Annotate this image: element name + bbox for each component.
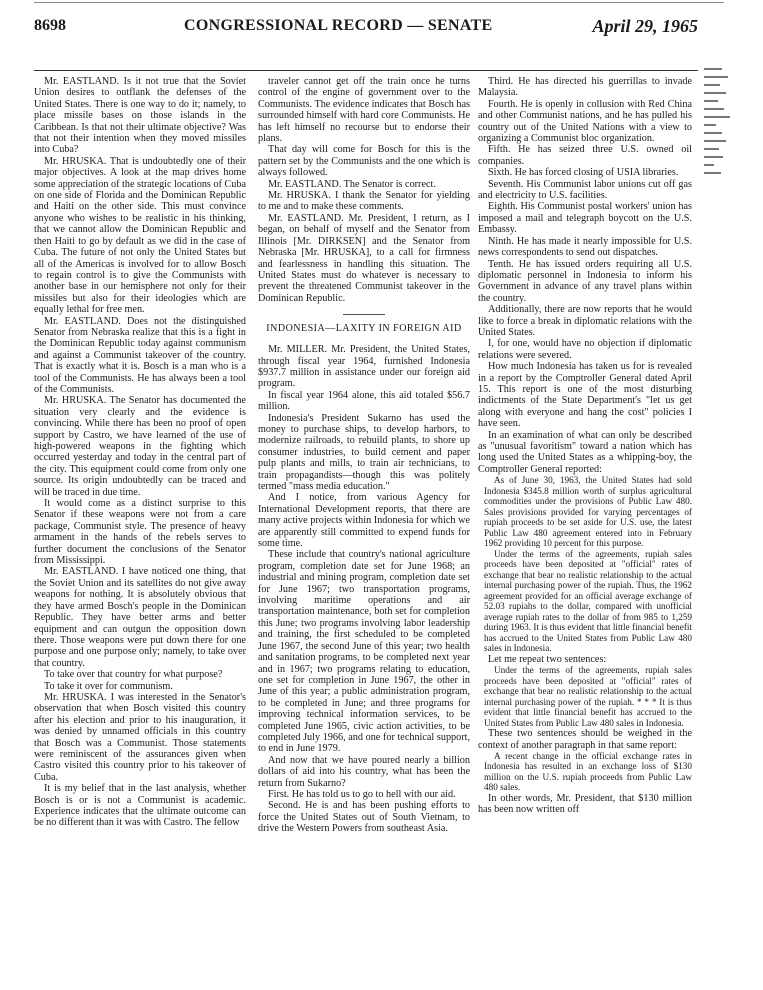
paragraph: Let me repeat two sentences:: [488, 653, 607, 665]
paragraph: In fiscal year 1964 alone, this aid totaled $56.7 million.: [258, 389, 470, 413]
paragraph: Mr. EASTLAND. Is it not true that the Soviet Union desires to outflank the defenses of the United States. There is one way to do it; namely, to place missile bases on those islands in the Caribbean. Is that not their ultimate objective? Was that not their intention when they moved missiles into Cuba?: [34, 76, 246, 156]
paragraph: And I notice, from various Agency for International Development reports, that there are many active projects within Indonesia for which we are apparently still committed to expend funds for some time.: [258, 492, 470, 550]
paragraph: Sixth. He has forced closing of USIA libraries.: [488, 167, 679, 179]
publication-date: April 29, 1965: [592, 16, 698, 36]
paragraph: traveler cannot get off the train once he turns control of the engine of government over to the Communists. The evidence indicates that Bosch has surrounded himself with hard core Communists. He has left himself no recourse but to endorse their plans.: [258, 76, 470, 145]
paragraph: I, for one, would have no objection if diplomatic relations were severed.: [478, 338, 692, 361]
paragraph: Second. He is and has been pushing efforts to force the United States out of South Vietnam, to drive the Western Powers from southeast Asia.: [258, 800, 470, 835]
quoted-excerpt: Under the terms of the agreements, rupiah sales proceeds have been deposited at "official" rates of exchange that bear no realistic relationship to the actual internal purchasing power of the rupiah. * * * It is thus evident that little financial benefit has accrued to the United States from Public Law 480 sales in Indonesia.: [484, 665, 692, 728]
top-rule: [34, 2, 724, 3]
column-1: [34, 76, 246, 982]
column-3: [478, 76, 692, 982]
header-rule: [34, 70, 698, 71]
paragraph: Ninth. He has made it nearly impossible for U.S. news correspondents to send out dispatches.: [478, 235, 692, 259]
paragraph: Mr. EASTLAND. I have noticed one thing, that the Soviet Union and its satellites do not give away weapons for nothing. It is absolutely obvious that they have armed Bosch's people in the Dominican Republic. They have better arms and better equipment and can outgun the opposition down there. Those weapons were put down there for one purpose and one purpose only; namely, to take over that country.: [34, 566, 246, 669]
margin-artifacts: [704, 68, 734, 180]
paragraph: How much Indonesia has taken us for is revealed in a report by the Comptroller General dated April 15. This report is one of the most disturbing indictments of the State Department's "let us get along with everyone and hang the cost" policies I have seen.: [478, 361, 692, 430]
paragraph: Mr. HRUSKA. I was interested in the Senator's observation that when Bosch visited this country after his election and prior to his inauguration, it was denied by unnamed officials in this country that Bosch was a Communist. Those statements were reminiscent of the assurances given when Castro visited this country prior to his takeover of Cuba.: [34, 691, 246, 783]
paragraph: And now that we have poured nearly a billion dollars of aid into his country, what has been the return from Sukarno?: [258, 754, 470, 789]
paragraph: Indonesia's President Sukarno has used the money to purchase ships, to develop harbors, to modernize railroads, to rebuild plants, to shore up consumer industries, to build cement and paper pulp plants and mills, to train air technicians, to train propagandists—though this was politely termed "mass media education.": [258, 412, 470, 492]
paragraph: In other words, Mr. President, that $130 million has been now written off: [478, 792, 692, 816]
paragraph: Fourth. He is openly in collusion with Red China and other Communist nations, and he has pulled his country out of the United Nations with a view to organizing a Communist bloc organization.: [478, 98, 692, 145]
paragraph: These two sentences should be weighed in the context of another paragraph in that same report:: [478, 728, 692, 751]
paragraph: Mr. HRUSKA. The Senator has documented the situation very clearly and the evidence is convincing. While there has been no proof of open support by Castro, we have learned of the use of high-powered weapons in the fighting which occurred yesterday and today in the central part of the city. This equipment could come from only one source. Its origin undoubtedly can be traced and will be traced in due time.: [34, 395, 246, 498]
paragraph: To take over that country for what purpose?: [44, 669, 223, 681]
paragraph: Third. He has directed his guerrillas to invade Malaysia.: [478, 76, 692, 99]
paragraph: In an examination of what can only be described as "unusual favoritism" toward a nation which has long used the United States as a whipping-boy, the Comptroller General reported:: [478, 429, 692, 475]
quoted-excerpt: As of June 30, 1963, the United States had sold Indonesia $345.8 million worth of surplus agricultural commodities under the provisions of Public Law 480. Sales provisions provided for varying percentages of rupiah proceeds to be set aside for U.S. use, the latest Public Law 480 agreement entered into in February 1962 providing 10 percent for this purpose.: [484, 475, 692, 549]
paragraph: Fifth. He has seized three U.S. owned oil companies.: [478, 144, 692, 167]
section-heading: INDONESIA—LAXITY IN FOREIGN AID: [266, 323, 462, 335]
paragraph: That day will come for Bosch for this is the pattern set by the Communists and the one which is always followed.: [258, 144, 470, 179]
paragraph: Mr. HRUSKA. That is undoubtedly one of their major objectives. A look at the map drives home some appreciation of the strategic locations of Cuba on one side of Florida and the Dominican Republic and Haiti on the other side. This must convince anyone who wishes to be realistic in his thinking, that we cannot allow the Dominican Republic and then Haiti to go by default as we did in the case of Cuba. The future of not only the United States but all of the Americas is involved for to allow Bosch to regain control is to give the Communists with another base in our hemisphere not only for their missiles but also for their ideologies which are equally lethal for free men.: [34, 155, 246, 316]
section-separator: [343, 314, 385, 315]
paragraph: It is my belief that in the last analysis, whether Bosch is or is not a Communist is academic. Experience indicates that the ultimate outcome can be no different than it was with Castro. The fellow: [34, 783, 246, 829]
paragraph: Tenth. He has issued orders requiring all U.S. diplomatic personnel in Indonesia to inform his Government in advance of any travel plans within the country.: [478, 258, 692, 304]
paragraph: Mr. EASTLAND. Mr. President, I return, as I began, on behalf of myself and the Senator from Illinois [Mr. DIRKSEN] and the Senator from Nebraska [Mr. HRUSKA], to a call for firmness and fearlessness in handling this situation. The United States must do whatever is necessary to prevent the threatened Communist takeover in the Dominican Republic.: [258, 212, 470, 304]
paragraph: Mr. EASTLAND. The Senator is correct.: [268, 178, 436, 190]
paragraph: Eighth. His Communist postal workers' union has imposed a mail and telegraph boycott on the U.S. Embassy.: [478, 201, 692, 236]
paragraph: To take it over for communism.: [44, 680, 173, 692]
paragraph: Mr. MILLER. Mr. President, the United States, through fiscal year 1964, furnished Indonesia $937.7 million in assistance under our foreign aid program.: [258, 344, 470, 390]
quoted-excerpt: Under the terms of the agreements, rupiah sales proceeds have been deposited at "official" rates of exchange that bear no realistic relationship to the actual internal purchasing power of the rupiah. Thus, the 1962 agreement provided for an official average exchange of 52.03 rupiahs to the dollar, compared with unofficial average rupiah rates to the dollar of from 985 to 1,259 during 1963. It is thus evident that little financial benefit has accrued to the United States from Public Law 480 sales in Indonesia.: [484, 548, 692, 654]
quoted-excerpt: A recent change in the official exchange rates in Indonesia has resulted in an exchange loss of $130 million on the U.S. rupiah proceeds from Public Law 480 sales.: [484, 750, 692, 793]
page-number: 8698: [34, 17, 66, 34]
publication-title: CONGRESSIONAL RECORD — SENATE: [184, 17, 493, 34]
paragraph: Additionally, there are now reports that he would like to force a break in diplomatic relations with the United States.: [478, 304, 692, 338]
paragraph: It would come as a distinct surprise to this Senator if these weapons were not from a care package, Communist style. The presence of heavy armament in the hands of the rebels serves to further document the conclusions of the Senator from Mississippi.: [34, 498, 246, 567]
page-header: [34, 10, 698, 50]
paragraph: These include that country's national agriculture program, completion date set for June 1968; an industrial and mining program, completion date set for June 1967; two transportation programs, involving maritime operations and air transportation maintenance, both set for completion this June; two programs involving labor leadership and training, the first scheduled to be completed June 1967, the second June of this year; two health and sanitation programs, to be completed next year and in 1967; two programs relating to education, one set for completion in June 1967, the other in June of this year; a public administration program, to be completed in June; and three programs for improving technical information services, to be completed June 1965, civic action activities, to be completed July 1966, and one for technical support, to end in June 1979.: [258, 549, 470, 755]
paragraph: Mr. HRUSKA. I thank the Senator for yielding to me and to make these comments.: [258, 190, 470, 213]
paragraph: Mr. EASTLAND. Does not the distinguished Senator from Nebraska realize that this is a fight in the Dominican Republic today against communism and against a Communist takeover of the country. That is exactly what it is. Bosch is a man who is a tool of the Communists. He has always been a tool of the Communists.: [34, 315, 246, 395]
column-2: [258, 76, 470, 982]
paragraph: Seventh. His Communist labor unions cut off gas and electricity to U.S. facilities.: [478, 178, 692, 202]
paragraph: First. He has told us to go to hell with our aid.: [268, 788, 456, 800]
